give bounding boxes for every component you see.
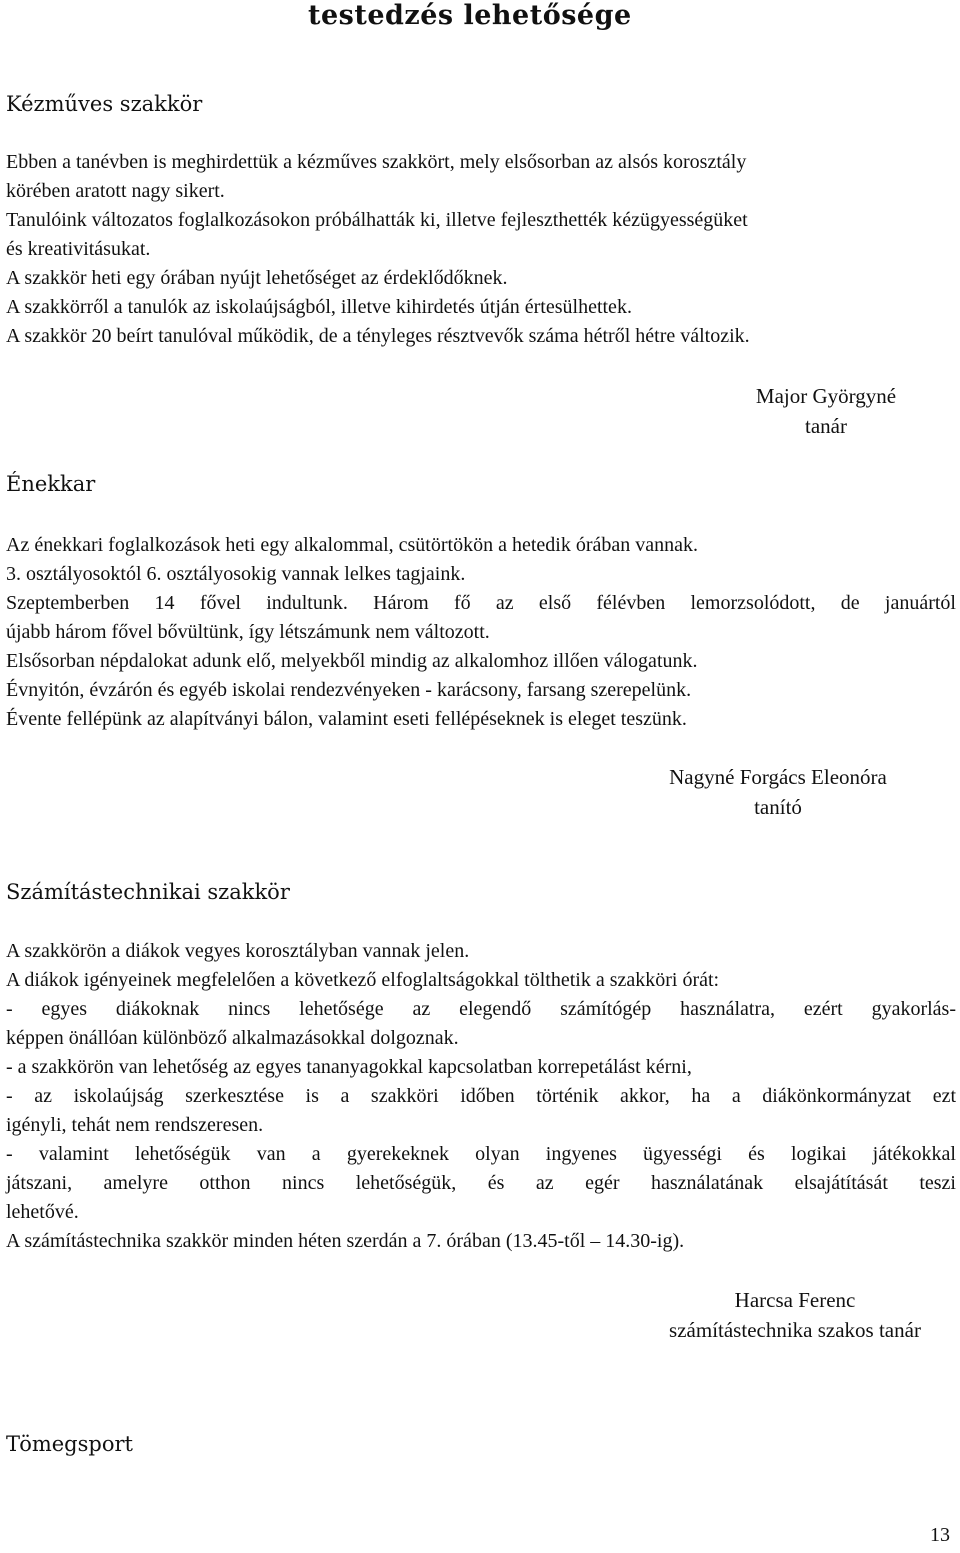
paragraph-kezmuves — [6, 148, 956, 351]
page-title: testedzés lehetősége — [308, 0, 632, 31]
text-line: Tanulóink változatos foglalkozásokon próbálhatták ki, illetve fejleszthették kézügyességüket — [6, 209, 748, 231]
text-line: A szakkör 20 beírt tanulóval működik, de a tényleges résztvevők száma hétről hétre változik. — [6, 325, 750, 347]
paragraph-szamitastechnika — [6, 937, 956, 1256]
text-line: igényli, tehát nem rendszeresen. — [6, 1114, 264, 1136]
text-line: A diákok igényeinek megfelelően a következő elfoglaltságokkal tölthetik a szakköri órát: — [6, 969, 720, 991]
text-line: - egyes diákoknak nincs lehetősége az elegendő számítógép használatra, ezért gyakorlás- — [6, 998, 956, 1020]
text-line: 3. osztályosoktól 6. osztályosokig vannak lelkes tagjaink. — [6, 563, 466, 585]
signature-enekkar — [628, 762, 928, 822]
section-heading-szamitastechnika: Számítástechnikai szakkör — [6, 880, 290, 904]
text-line: A szakkörről a tanulók az iskolaújságból, illetve kihirdetés útján értesülhettek. — [6, 296, 632, 318]
section-heading-enekkar: Énekkar — [6, 472, 96, 496]
text-line: A szakkörön a diákok vegyes korosztályban vannak jelen. — [6, 940, 470, 962]
text-line: lehetővé. — [6, 1201, 79, 1223]
paragraph-enekkar — [6, 531, 956, 734]
text-line: A számítástechnika szakkör minden héten szerdán a 7. órában (13.45-től – 14.30-ig). — [6, 1230, 685, 1252]
section-heading-kezmuves: Kézműves szakkör — [6, 92, 203, 116]
text-line: - valamint lehetőségük van a gyerekeknek olyan ingyenes ügyességi és logikai játékokkal — [6, 1143, 956, 1165]
signature-name: Major Györgyné — [755, 384, 897, 408]
signature-role: számítástechnika szakos tanár — [669, 1318, 921, 1342]
page-number: 13 — [930, 1524, 950, 1546]
text-line: játszani, amelyre otthon nincs lehetőségük, és az egér használatának elsajátítását teszi — [6, 1172, 956, 1194]
signature-role: tanító — [754, 795, 802, 819]
text-line: Az énekkari foglalkozások heti egy alkalommal, csütörtökön a hetedik órában vannak. — [6, 534, 698, 556]
text-line: Elsősorban népdalokat adunk elő, melyekből mindig az alkalomhoz illően válogatunk. — [6, 650, 698, 672]
text-line: körében aratott nagy sikert. — [6, 180, 225, 202]
text-line: A szakkör heti egy órában nyújt lehetőséget az érdeklődőknek. — [6, 267, 508, 289]
text-line: - a szakkörön van lehetőség az egyes tananyagokkal kapcsolatban korrepetálást kérni, — [6, 1056, 692, 1078]
text-line: képpen önállóan különböző alkalmazásokkal dolgoznak. — [6, 1027, 459, 1049]
text-line: Évente fellépünk az alapítványi bálon, valamint eseti fellépéseknek is eleget teszünk. — [6, 708, 687, 730]
signature-role: tanár — [805, 414, 847, 438]
text-line: újabb három fővel bővültünk, így létszámunk nem változott. — [6, 621, 490, 643]
text-line: és kreativitásukat. — [6, 238, 151, 260]
section-heading-tomegsport: Tömegsport — [6, 1432, 133, 1456]
signature-name: Harcsa Ferenc — [734, 1288, 856, 1312]
text-line: - az iskolaújság szerkesztése is a szakköri időben történik akkor, ha a diákönkormányzat ezt — [6, 1085, 956, 1107]
signature-kezmuves — [716, 381, 936, 441]
text-line: Szeptemberben 14 fővel indultunk. Három fő az első félévben lemorzsolódott, de januártól — [6, 592, 956, 614]
text-line: Ebben a tanévben is meghirdettük a kézműves szakkört, mely elsősorban az alsós korosztály — [6, 151, 747, 173]
signature-szamitastechnika — [630, 1285, 960, 1345]
text-line: Évnyitón, évzárón és egyéb iskolai rendezvényeken - karácsony, farsang szerepelünk. — [6, 679, 692, 701]
signature-name: Nagyné Forgács Eleonóra — [669, 765, 887, 789]
